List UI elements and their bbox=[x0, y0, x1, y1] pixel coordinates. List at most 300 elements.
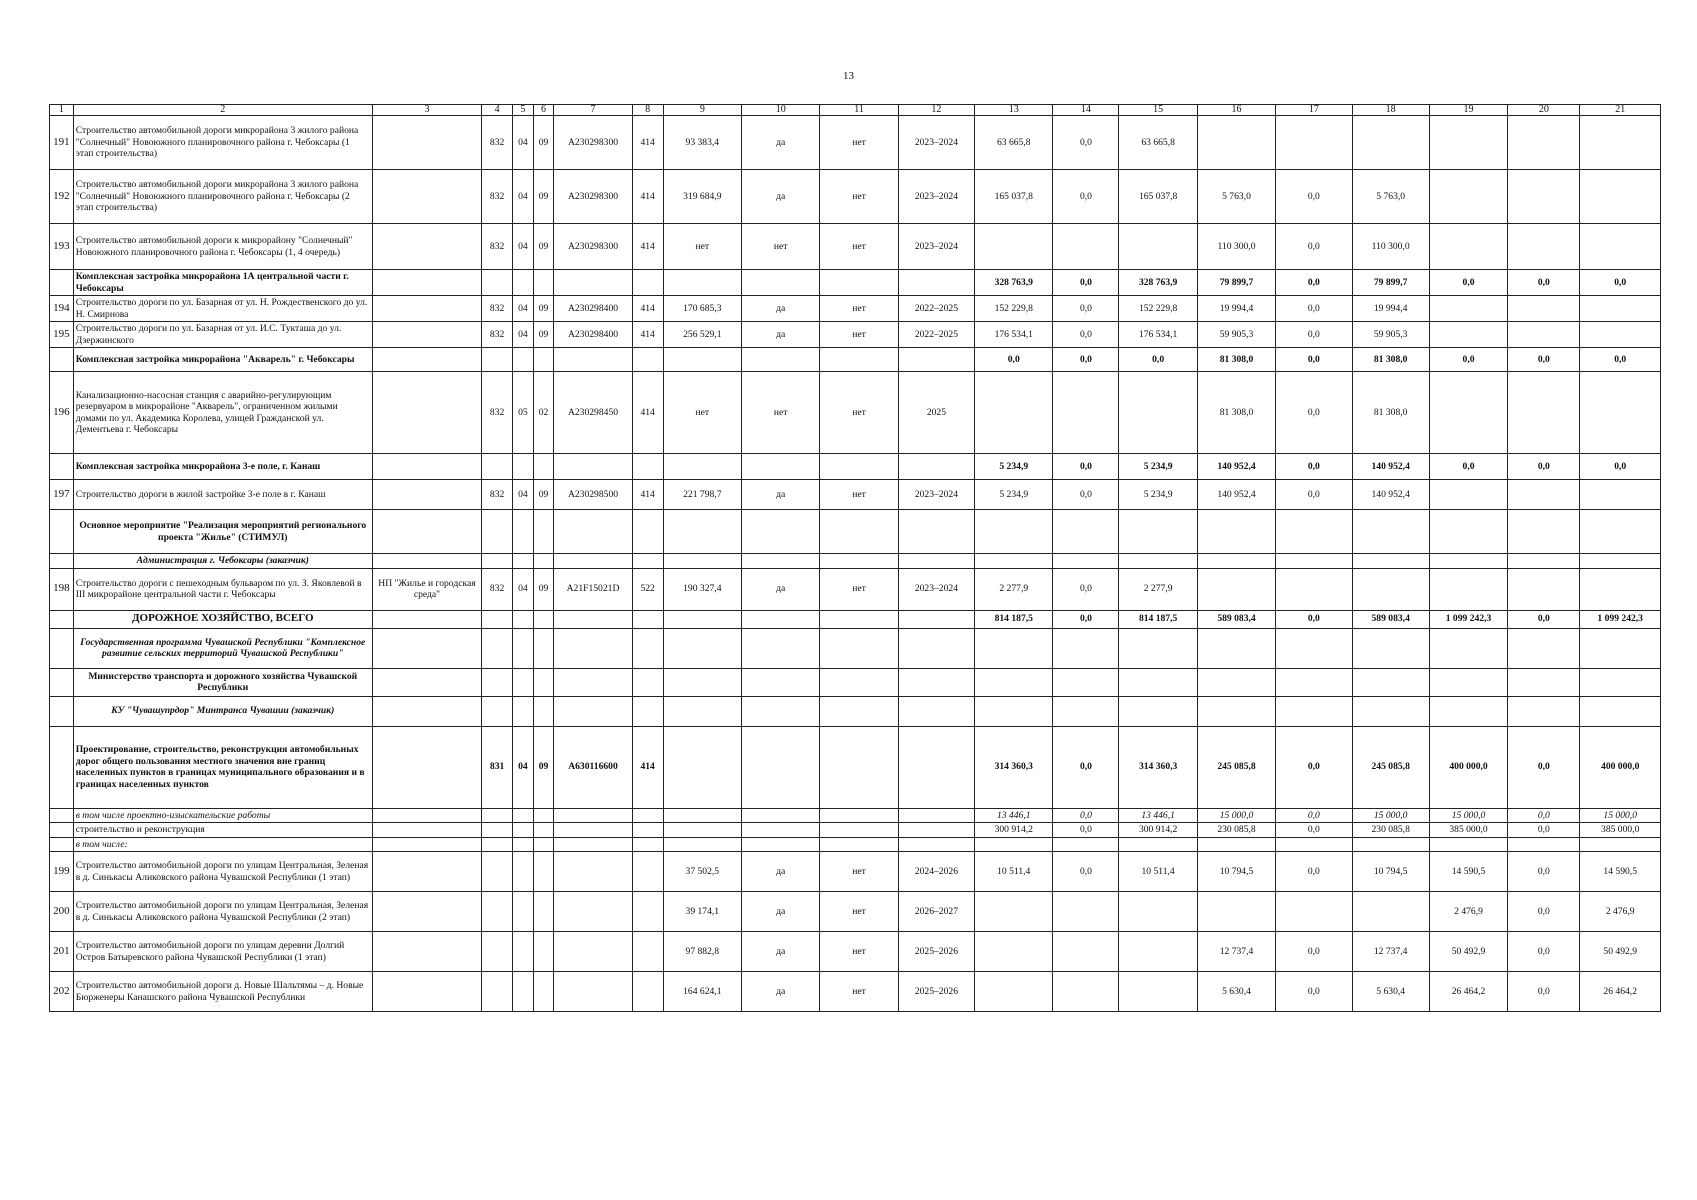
header-col-12: 12 bbox=[898, 105, 974, 116]
cell-col-19 bbox=[1429, 668, 1507, 696]
cell-col-11: нет bbox=[820, 224, 898, 270]
table-row bbox=[50, 852, 1661, 892]
header-col-4: 4 bbox=[482, 105, 513, 116]
cell-col-18: 140 952,4 bbox=[1352, 454, 1429, 480]
cell-col-9: 256 529,1 bbox=[663, 322, 741, 348]
cell-col-15: 0,0 bbox=[1119, 348, 1197, 372]
cell-col-10 bbox=[742, 726, 820, 808]
cell-col-8: 414 bbox=[632, 322, 663, 348]
cell-col-19 bbox=[1429, 224, 1507, 270]
cell-col-18: 230 085,8 bbox=[1352, 823, 1429, 838]
cell-col-3 bbox=[372, 348, 481, 372]
cell-col-13: 176 534,1 bbox=[975, 322, 1053, 348]
cell-col-11 bbox=[820, 808, 898, 823]
cell-col-11: нет bbox=[820, 568, 898, 610]
table-row bbox=[50, 628, 1661, 668]
cell-col-17 bbox=[1276, 116, 1352, 170]
cell-col-10 bbox=[742, 837, 820, 852]
table-row bbox=[50, 972, 1661, 1012]
header-row bbox=[50, 105, 1661, 116]
cell-col-11 bbox=[820, 726, 898, 808]
cell-col-9: 97 882,8 bbox=[663, 932, 741, 972]
cell-col-18: 59 905,3 bbox=[1352, 322, 1429, 348]
cell-col-17: 0,0 bbox=[1276, 610, 1352, 628]
cell-col-19: 26 464,2 bbox=[1429, 972, 1507, 1012]
cell-col-5: 04 bbox=[513, 480, 534, 510]
cell-col-15 bbox=[1119, 372, 1197, 454]
cell-col-15: 63 665,8 bbox=[1119, 116, 1197, 170]
cell-col-21: 0,0 bbox=[1580, 270, 1661, 296]
cell-col-12: 2025–2026 bbox=[898, 932, 974, 972]
cell-col-12: 2023–2024 bbox=[898, 568, 974, 610]
row-name: Строительство дороги по ул. Базарная от ул. И.С. Тукташа до ул. Дзержинского bbox=[73, 322, 372, 348]
cell-col-18: 245 085,8 bbox=[1352, 726, 1429, 808]
row-name: Строительство автомобильной дороги к микрорайону "Солнечный" Новоюжного планировочного района г. Чебоксары (1, 4 очередь) bbox=[73, 224, 372, 270]
cell-col-15: 165 037,8 bbox=[1119, 170, 1197, 224]
cell-col-4 bbox=[482, 454, 513, 480]
cell-col-3 bbox=[372, 224, 481, 270]
cell-col-6 bbox=[533, 808, 554, 823]
cell-col-16: 110 300,0 bbox=[1197, 224, 1275, 270]
cell-col-10 bbox=[742, 554, 820, 569]
cell-col-14: 0,0 bbox=[1053, 726, 1119, 808]
cell-col-4 bbox=[482, 628, 513, 668]
cell-col-15 bbox=[1119, 668, 1197, 696]
cell-col-4: 831 bbox=[482, 726, 513, 808]
cell-col-19 bbox=[1429, 322, 1507, 348]
table-row bbox=[50, 296, 1661, 322]
row-number bbox=[50, 270, 74, 296]
cell-col-4 bbox=[482, 837, 513, 852]
row-name: Строительство автомобильной дороги микрорайона 3 жилого района "Солнечный" Новоюжного планировочного района г. Чебоксары (1 этап строительства) bbox=[73, 116, 372, 170]
cell-col-19: 0,0 bbox=[1429, 454, 1507, 480]
cell-col-8 bbox=[632, 348, 663, 372]
cell-col-8 bbox=[632, 554, 663, 569]
cell-col-8: 414 bbox=[632, 480, 663, 510]
row-number bbox=[50, 510, 74, 554]
cell-col-6 bbox=[533, 554, 554, 569]
cell-col-7: A230298300 bbox=[554, 116, 632, 170]
cell-col-8: 414 bbox=[632, 296, 663, 322]
cell-col-16 bbox=[1197, 510, 1275, 554]
cell-col-16: 5 630,4 bbox=[1197, 972, 1275, 1012]
cell-col-3 bbox=[372, 668, 481, 696]
cell-col-3: НП "Жилье и городская среда" bbox=[372, 568, 481, 610]
cell-col-6 bbox=[533, 628, 554, 668]
cell-col-3 bbox=[372, 823, 481, 838]
row-name: Основное мероприятие "Реализация мероприятий регионального проекта "Жилье" (СТИМУЛ) bbox=[73, 510, 372, 554]
cell-col-21: 0,0 bbox=[1580, 348, 1661, 372]
cell-col-17: 0,0 bbox=[1276, 348, 1352, 372]
cell-col-12: 2022–2025 bbox=[898, 322, 974, 348]
cell-col-5 bbox=[513, 892, 534, 932]
cell-col-17: 0,0 bbox=[1276, 270, 1352, 296]
cell-col-9 bbox=[663, 554, 741, 569]
cell-col-18: 589 083,4 bbox=[1352, 610, 1429, 628]
cell-col-6 bbox=[533, 454, 554, 480]
header-col-13: 13 bbox=[975, 105, 1053, 116]
cell-col-4 bbox=[482, 668, 513, 696]
cell-col-3 bbox=[372, 170, 481, 224]
cell-col-15 bbox=[1119, 892, 1197, 932]
cell-col-14: 0,0 bbox=[1053, 610, 1119, 628]
cell-col-3 bbox=[372, 628, 481, 668]
cell-col-20 bbox=[1508, 837, 1580, 852]
table-row bbox=[50, 510, 1661, 554]
cell-col-5 bbox=[513, 696, 534, 726]
cell-col-4: 832 bbox=[482, 322, 513, 348]
cell-col-6: 02 bbox=[533, 372, 554, 454]
cell-col-16 bbox=[1197, 696, 1275, 726]
row-number: 192 bbox=[50, 170, 74, 224]
cell-col-9 bbox=[663, 454, 741, 480]
cell-col-3 bbox=[372, 454, 481, 480]
cell-col-17 bbox=[1276, 837, 1352, 852]
row-number bbox=[50, 808, 74, 823]
cell-col-19 bbox=[1429, 554, 1507, 569]
cell-col-18 bbox=[1352, 554, 1429, 569]
cell-col-18: 15 000,0 bbox=[1352, 808, 1429, 823]
cell-col-6: 09 bbox=[533, 322, 554, 348]
row-name: Строительство автомобильной дороги микрорайона 3 жилого района "Солнечный" Новоюжного планировочного района г. Чебоксары (2 этап строительства) bbox=[73, 170, 372, 224]
cell-col-17: 0,0 bbox=[1276, 972, 1352, 1012]
cell-col-7: A230298300 bbox=[554, 170, 632, 224]
cell-col-16 bbox=[1197, 568, 1275, 610]
cell-col-3 bbox=[372, 808, 481, 823]
cell-col-8: 414 bbox=[632, 116, 663, 170]
cell-col-9 bbox=[663, 510, 741, 554]
cell-col-15 bbox=[1119, 972, 1197, 1012]
cell-col-17: 0,0 bbox=[1276, 852, 1352, 892]
cell-col-9: 39 174,1 bbox=[663, 892, 741, 932]
header-col-11: 11 bbox=[820, 105, 898, 116]
cell-col-20: 0,0 bbox=[1508, 726, 1580, 808]
table-row bbox=[50, 808, 1661, 823]
cell-col-18: 10 794,5 bbox=[1352, 852, 1429, 892]
table-row bbox=[50, 837, 1661, 852]
row-name: Строительство автомобильной дороги д. Новые Шальтямы – д. Новые Бюрженеры Канашского района Чувашской Республики bbox=[73, 972, 372, 1012]
cell-col-9: 319 684,9 bbox=[663, 170, 741, 224]
cell-col-17: 0,0 bbox=[1276, 224, 1352, 270]
row-name: Строительство дороги в жилой застройке 3-е поле в г. Канаш bbox=[73, 480, 372, 510]
row-number bbox=[50, 554, 74, 569]
cell-col-17 bbox=[1276, 568, 1352, 610]
cell-col-9: 37 502,5 bbox=[663, 852, 741, 892]
cell-col-19: 14 590,5 bbox=[1429, 852, 1507, 892]
cell-col-17 bbox=[1276, 668, 1352, 696]
row-name: строительство и реконструкция bbox=[73, 823, 372, 838]
cell-col-3 bbox=[372, 696, 481, 726]
row-name: Строительство автомобильной дороги по улицам деревни Долгий Остров Батыревского района Чувашской Республики (1 этап) bbox=[73, 932, 372, 972]
cell-col-15 bbox=[1119, 932, 1197, 972]
header-col-14: 14 bbox=[1053, 105, 1119, 116]
row-name: Министерство транспорта и дорожного хозяйства Чувашской Республики bbox=[73, 668, 372, 696]
cell-col-15: 2 277,9 bbox=[1119, 568, 1197, 610]
cell-col-14: 0,0 bbox=[1053, 348, 1119, 372]
cell-col-13 bbox=[975, 668, 1053, 696]
cell-col-20 bbox=[1508, 568, 1580, 610]
cell-col-12 bbox=[898, 696, 974, 726]
cell-col-9 bbox=[663, 808, 741, 823]
cell-col-12 bbox=[898, 348, 974, 372]
cell-col-14 bbox=[1053, 668, 1119, 696]
table-row bbox=[50, 454, 1661, 480]
cell-col-3 bbox=[372, 972, 481, 1012]
cell-col-8: 414 bbox=[632, 170, 663, 224]
cell-col-12 bbox=[898, 510, 974, 554]
cell-col-19 bbox=[1429, 628, 1507, 668]
cell-col-16: 245 085,8 bbox=[1197, 726, 1275, 808]
cell-col-10: да bbox=[742, 852, 820, 892]
cell-col-15 bbox=[1119, 696, 1197, 726]
table-row bbox=[50, 932, 1661, 972]
cell-col-20 bbox=[1508, 510, 1580, 554]
cell-col-14: 0,0 bbox=[1053, 296, 1119, 322]
cell-col-6 bbox=[533, 892, 554, 932]
cell-col-17 bbox=[1276, 510, 1352, 554]
cell-col-11 bbox=[820, 823, 898, 838]
cell-col-14: 0,0 bbox=[1053, 454, 1119, 480]
cell-col-10: да bbox=[742, 480, 820, 510]
row-name: Комплексная застройка микрорайона 1А центральной части г. Чебоксары bbox=[73, 270, 372, 296]
cell-col-7 bbox=[554, 892, 632, 932]
cell-col-21: 26 464,2 bbox=[1580, 972, 1661, 1012]
cell-col-20 bbox=[1508, 372, 1580, 454]
row-number bbox=[50, 668, 74, 696]
cell-col-8: 414 bbox=[632, 224, 663, 270]
cell-col-7 bbox=[554, 510, 632, 554]
cell-col-21 bbox=[1580, 510, 1661, 554]
cell-col-21 bbox=[1580, 668, 1661, 696]
cell-col-10 bbox=[742, 510, 820, 554]
cell-col-5: 04 bbox=[513, 116, 534, 170]
cell-col-17: 0,0 bbox=[1276, 823, 1352, 838]
row-number bbox=[50, 823, 74, 838]
cell-col-5: 04 bbox=[513, 568, 534, 610]
cell-col-3 bbox=[372, 892, 481, 932]
cell-col-10: да bbox=[742, 116, 820, 170]
cell-col-10 bbox=[742, 454, 820, 480]
cell-col-5: 05 bbox=[513, 372, 534, 454]
cell-col-3 bbox=[372, 852, 481, 892]
cell-col-12: 2026–2027 bbox=[898, 892, 974, 932]
cell-col-13: 814 187,5 bbox=[975, 610, 1053, 628]
cell-col-6: 09 bbox=[533, 224, 554, 270]
row-name: Строительство автомобильной дороги по улицам Центральная, Зеленая в д. Синькасы Аликовского района Чувашской Республики (2 этап) bbox=[73, 892, 372, 932]
cell-col-12: 2025 bbox=[898, 372, 974, 454]
cell-col-4 bbox=[482, 852, 513, 892]
cell-col-7 bbox=[554, 972, 632, 1012]
cell-col-9: нет bbox=[663, 372, 741, 454]
cell-col-11 bbox=[820, 270, 898, 296]
cell-col-7 bbox=[554, 610, 632, 628]
cell-col-15 bbox=[1119, 628, 1197, 668]
cell-col-7 bbox=[554, 852, 632, 892]
cell-col-8: 414 bbox=[632, 372, 663, 454]
row-number bbox=[50, 348, 74, 372]
cell-col-9: 93 383,4 bbox=[663, 116, 741, 170]
cell-col-19 bbox=[1429, 296, 1507, 322]
cell-col-12 bbox=[898, 726, 974, 808]
cell-col-16 bbox=[1197, 837, 1275, 852]
cell-col-5 bbox=[513, 823, 534, 838]
cell-col-12 bbox=[898, 837, 974, 852]
cell-col-6: 09 bbox=[533, 170, 554, 224]
cell-col-16: 230 085,8 bbox=[1197, 823, 1275, 838]
cell-col-9 bbox=[663, 270, 741, 296]
cell-col-18 bbox=[1352, 568, 1429, 610]
cell-col-6 bbox=[533, 610, 554, 628]
row-number: 194 bbox=[50, 296, 74, 322]
cell-col-17: 0,0 bbox=[1276, 372, 1352, 454]
row-number: 193 bbox=[50, 224, 74, 270]
cell-col-11: нет bbox=[820, 116, 898, 170]
cell-col-6: 09 bbox=[533, 568, 554, 610]
cell-col-21 bbox=[1580, 480, 1661, 510]
cell-col-7 bbox=[554, 628, 632, 668]
cell-col-15: 10 511,4 bbox=[1119, 852, 1197, 892]
cell-col-19: 0,0 bbox=[1429, 348, 1507, 372]
cell-col-21 bbox=[1580, 116, 1661, 170]
cell-col-3 bbox=[372, 554, 481, 569]
table-row bbox=[50, 348, 1661, 372]
cell-col-14 bbox=[1053, 554, 1119, 569]
cell-col-11: нет bbox=[820, 170, 898, 224]
table-row bbox=[50, 170, 1661, 224]
cell-col-4: 832 bbox=[482, 372, 513, 454]
cell-col-19 bbox=[1429, 480, 1507, 510]
cell-col-21: 385 000,0 bbox=[1580, 823, 1661, 838]
cell-col-10 bbox=[742, 823, 820, 838]
row-name: Администрация г. Чебоксары (заказчик) bbox=[73, 554, 372, 569]
cell-col-12 bbox=[898, 454, 974, 480]
cell-col-15: 176 534,1 bbox=[1119, 322, 1197, 348]
cell-col-10: да bbox=[742, 972, 820, 1012]
cell-col-18: 79 899,7 bbox=[1352, 270, 1429, 296]
cell-col-20: 0,0 bbox=[1508, 852, 1580, 892]
cell-col-14 bbox=[1053, 510, 1119, 554]
cell-col-8 bbox=[632, 668, 663, 696]
cell-col-20 bbox=[1508, 224, 1580, 270]
cell-col-4 bbox=[482, 270, 513, 296]
cell-col-4 bbox=[482, 972, 513, 1012]
cell-col-6 bbox=[533, 270, 554, 296]
cell-col-6 bbox=[533, 696, 554, 726]
cell-col-14: 0,0 bbox=[1053, 322, 1119, 348]
cell-col-8: 522 bbox=[632, 568, 663, 610]
cell-col-17: 0,0 bbox=[1276, 726, 1352, 808]
cell-col-20: 0,0 bbox=[1508, 610, 1580, 628]
cell-col-4: 832 bbox=[482, 568, 513, 610]
cell-col-11 bbox=[820, 668, 898, 696]
cell-col-19 bbox=[1429, 837, 1507, 852]
cell-col-15: 5 234,9 bbox=[1119, 480, 1197, 510]
cell-col-11: нет bbox=[820, 892, 898, 932]
cell-col-9 bbox=[663, 837, 741, 852]
cell-col-21: 15 000,0 bbox=[1580, 808, 1661, 823]
cell-col-4 bbox=[482, 554, 513, 569]
cell-col-18: 5 763,0 bbox=[1352, 170, 1429, 224]
row-number bbox=[50, 628, 74, 668]
cell-col-16: 140 952,4 bbox=[1197, 480, 1275, 510]
cell-col-20: 0,0 bbox=[1508, 808, 1580, 823]
cell-col-9: 164 624,1 bbox=[663, 972, 741, 1012]
cell-col-20: 0,0 bbox=[1508, 892, 1580, 932]
cell-col-9 bbox=[663, 726, 741, 808]
header-col-3: 3 bbox=[372, 105, 481, 116]
cell-col-17: 0,0 bbox=[1276, 322, 1352, 348]
cell-col-16 bbox=[1197, 116, 1275, 170]
header-col-7: 7 bbox=[554, 105, 632, 116]
cell-col-13 bbox=[975, 628, 1053, 668]
page-number: 13 bbox=[843, 70, 854, 82]
cell-col-8 bbox=[632, 823, 663, 838]
cell-col-16 bbox=[1197, 892, 1275, 932]
cell-col-11 bbox=[820, 837, 898, 852]
cell-col-20 bbox=[1508, 170, 1580, 224]
row-name: ДОРОЖНОЕ ХОЗЯЙСТВО, ВСЕГО bbox=[73, 610, 372, 628]
table-row bbox=[50, 726, 1661, 808]
cell-col-7 bbox=[554, 554, 632, 569]
cell-col-19: 50 492,9 bbox=[1429, 932, 1507, 972]
cell-col-7 bbox=[554, 932, 632, 972]
cell-col-13 bbox=[975, 510, 1053, 554]
cell-col-13: 5 234,9 bbox=[975, 480, 1053, 510]
header-col-9: 9 bbox=[663, 105, 741, 116]
cell-col-13: 165 037,8 bbox=[975, 170, 1053, 224]
cell-col-13 bbox=[975, 372, 1053, 454]
cell-col-16: 81 308,0 bbox=[1197, 372, 1275, 454]
cell-col-9 bbox=[663, 668, 741, 696]
cell-col-4: 832 bbox=[482, 116, 513, 170]
cell-col-9: нет bbox=[663, 224, 741, 270]
cell-col-16 bbox=[1197, 554, 1275, 569]
cell-col-6 bbox=[533, 972, 554, 1012]
cell-col-13 bbox=[975, 224, 1053, 270]
cell-col-21: 0,0 bbox=[1580, 454, 1661, 480]
row-number: 197 bbox=[50, 480, 74, 510]
cell-col-5 bbox=[513, 932, 534, 972]
cell-col-14 bbox=[1053, 696, 1119, 726]
cell-col-10: да bbox=[742, 932, 820, 972]
cell-col-10: да bbox=[742, 568, 820, 610]
row-name: в том числе: bbox=[73, 837, 372, 852]
cell-col-20: 0,0 bbox=[1508, 932, 1580, 972]
cell-col-12 bbox=[898, 808, 974, 823]
cell-col-16 bbox=[1197, 628, 1275, 668]
cell-col-4 bbox=[482, 696, 513, 726]
cell-col-13: 328 763,9 bbox=[975, 270, 1053, 296]
cell-col-4: 832 bbox=[482, 296, 513, 322]
cell-col-14 bbox=[1053, 224, 1119, 270]
cell-col-21 bbox=[1580, 170, 1661, 224]
cell-col-5: 04 bbox=[513, 296, 534, 322]
row-number: 195 bbox=[50, 322, 74, 348]
cell-col-6 bbox=[533, 668, 554, 696]
cell-col-7 bbox=[554, 348, 632, 372]
cell-col-16: 19 994,4 bbox=[1197, 296, 1275, 322]
cell-col-12: 2023–2024 bbox=[898, 224, 974, 270]
cell-col-9 bbox=[663, 823, 741, 838]
cell-col-3 bbox=[372, 726, 481, 808]
row-name: Канализационно-насосная станция с аварийно-регулирующим резервуаром в микрорайоне "Акварель", ограниченном жилыми домами по ул. Академика Королева, улицей Гражданской ул. Дементьева г. Чебоксары bbox=[73, 372, 372, 454]
cell-col-8: 414 bbox=[632, 726, 663, 808]
cell-col-7: A21F15021D bbox=[554, 568, 632, 610]
table-row bbox=[50, 270, 1661, 296]
header-col-18: 18 bbox=[1352, 105, 1429, 116]
cell-col-6 bbox=[533, 823, 554, 838]
cell-col-3 bbox=[372, 510, 481, 554]
